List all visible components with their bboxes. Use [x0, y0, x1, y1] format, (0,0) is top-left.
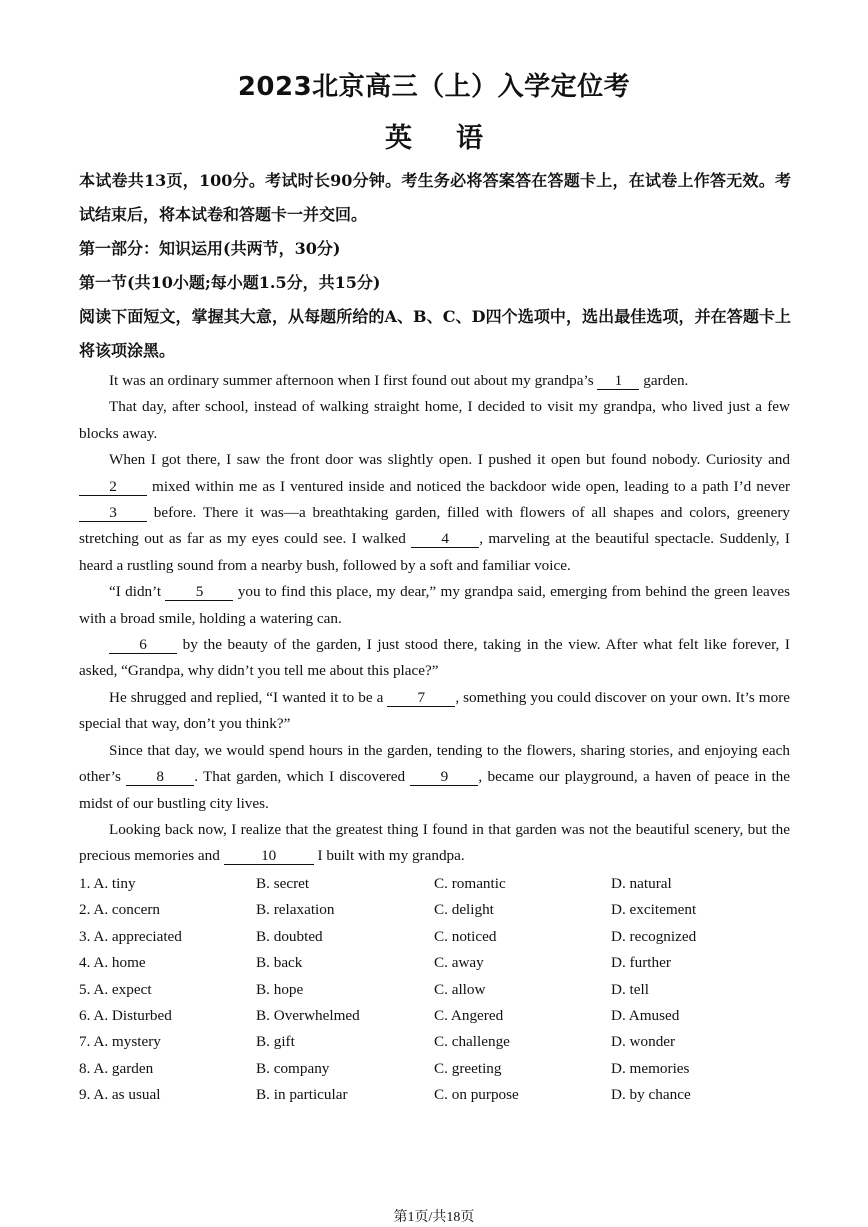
- option-a: 5. A. expect: [79, 980, 152, 998]
- option-d: D. recognized: [611, 927, 697, 945]
- paragraph: [79, 738, 790, 817]
- passage-text: garden.: [639, 372, 689, 389]
- option-row: [79, 1003, 790, 1029]
- option-d: D. tell: [611, 980, 649, 998]
- passage-text: That day, after school, instead of walking straight home, I decided to visit my grandpa, who lived just a few blocks away.: [79, 398, 790, 442]
- option-row: [79, 977, 790, 1003]
- passage-text: , marveling at the beautiful spectacle. Suddenly, I heard a rustling sound from a nearby bush, followed by a soft and familiar voice.: [79, 530, 790, 574]
- option-a: 3. A. appreciated: [79, 927, 182, 945]
- part-heading: 第一部分：知识运用(共两节，30分): [79, 239, 341, 258]
- passage-text: Since that day, we would spend hours in the garden, tending to the flowers, sharing stories, and enjoying each other’s: [79, 741, 790, 786]
- option-row: [79, 897, 790, 923]
- option-a: 6. A. Disturbed: [79, 1006, 172, 1024]
- blank-6: 6: [109, 636, 177, 654]
- passage-text: He shrugged and replied, “I wanted it to be a: [109, 688, 388, 706]
- passage-text: you to find this place, my dear,” my grandpa said, emerging from behind the green leaves with a broad smile, holding a watering can.: [79, 583, 790, 627]
- passage-text: by the beauty of the garden, I just stood there, taking in the view. After what felt like forever, I asked, “Grandpa, why didn’t you tell me about this place?”: [79, 636, 790, 680]
- option-b: B. in particular: [256, 1086, 348, 1104]
- option-a: 1. A. tiny: [79, 875, 136, 892]
- option-c: C. noticed: [434, 927, 497, 945]
- blank-7: 7: [387, 689, 455, 707]
- blank-10: 10: [224, 847, 314, 865]
- option-c: C. challenge: [434, 1033, 510, 1051]
- passage-text: I built with my grandpa.: [313, 847, 465, 865]
- option-row: [79, 1056, 790, 1082]
- option-b: B. company: [256, 1059, 330, 1077]
- options-list: [79, 871, 790, 1109]
- option-d: D. excitement: [611, 901, 697, 919]
- paragraph: [79, 817, 790, 870]
- blank-4: 4: [411, 530, 479, 548]
- passage-text: before. There it was—a breathtaking garden, filled with flowers of all shapes and colors, greenery stretching out as far as my eyes could see. I walked: [79, 504, 790, 548]
- option-a: 8. A. garden: [79, 1059, 154, 1077]
- cloze-passage: [79, 368, 790, 870]
- option-d: D. by chance: [611, 1086, 691, 1104]
- option-b: B. relaxation: [256, 901, 335, 919]
- option-d: D. Amused: [611, 1006, 680, 1024]
- option-b: B. doubted: [256, 927, 323, 945]
- option-c: C. delight: [434, 901, 494, 919]
- option-b: B. back: [256, 954, 303, 972]
- option-d: D. further: [611, 954, 671, 972]
- option-row: [79, 1082, 790, 1108]
- option-a: 2. A. concern: [79, 901, 160, 919]
- exam-title: 2023北京高三（上）入学定位考: [237, 72, 631, 102]
- option-b: B. Overwhelmed: [256, 1006, 360, 1024]
- blank-2: 2: [79, 478, 147, 496]
- option-a: 7. A. mystery: [79, 1033, 161, 1051]
- passage-text: , something you could discover on your own. It’s more special that way, don’t you think?”: [79, 688, 790, 733]
- option-b: B. gift: [256, 1033, 295, 1051]
- option-b: B. secret: [256, 875, 310, 892]
- blank-8: 8: [126, 768, 194, 786]
- passage-text: Looking back now, I realize that the greatest thing I found in that garden was not the beautiful scenery, but the precious memories and: [79, 820, 790, 865]
- section-heading: 第一节(共10小题;每小题1.5分，共15分): [79, 273, 381, 292]
- option-c: C. on purpose: [434, 1086, 519, 1104]
- option-c: C. away: [434, 954, 484, 972]
- option-row: [79, 924, 790, 950]
- passage-text: mixed within me as I ventured inside and noticed the backdoor wide open, leading to a path I’d never: [147, 477, 790, 495]
- passage-text: When I got there, I saw the front door was slightly open. I pushed it open but found nobody. Curiosity and: [109, 451, 790, 469]
- paragraph: [79, 632, 790, 685]
- paragraph: [79, 685, 790, 738]
- option-c: C. Angered: [434, 1006, 504, 1024]
- subject-title: 英语: [385, 123, 527, 154]
- option-c: C. romantic: [434, 875, 506, 892]
- paragraph: [79, 368, 790, 394]
- paragraph: [79, 447, 790, 579]
- blank-3: 3: [79, 504, 147, 522]
- blank-1: 1: [597, 372, 639, 390]
- option-b: B. hope: [256, 980, 304, 998]
- option-row: [79, 871, 790, 897]
- passage-text: “I didn’t: [109, 583, 166, 601]
- option-row: [79, 950, 790, 976]
- option-d: D. wonder: [611, 1033, 676, 1051]
- directions: 阅读下面短文，掌握其大意，从每题所给的A、B、C、D四个选项中，选出最佳选项，并在答题卡上将该项涂黑。: [79, 307, 791, 360]
- option-d: D. natural: [611, 875, 672, 892]
- exam-notice: 本试卷共13页，100分。考试时长90分钟。考生务必将答案答在答题卡上，在试卷上作答无效。考试结束后，将本试卷和答题卡一并交回。: [79, 171, 791, 224]
- option-row: [79, 1029, 790, 1055]
- blank-5: 5: [165, 583, 233, 601]
- option-c: C. greeting: [434, 1059, 502, 1077]
- option-d: D. memories: [611, 1059, 690, 1077]
- blank-9: 9: [410, 768, 478, 786]
- passage-text: It was an ordinary summer afternoon when I first found out about my grandpa’s: [109, 372, 598, 389]
- passage-text: . That garden, which I discovered: [194, 768, 411, 786]
- passage-text: , became our playground, a haven of peace in the midst of our bustling city lives.: [79, 768, 791, 812]
- page-number: 第1页/共18页: [393, 1210, 475, 1225]
- option-a: 9. A. as usual: [79, 1086, 161, 1104]
- option-c: C. allow: [434, 980, 486, 998]
- option-a: 4. A. home: [79, 954, 146, 972]
- paragraph: [79, 579, 790, 632]
- paragraph: [79, 394, 790, 447]
